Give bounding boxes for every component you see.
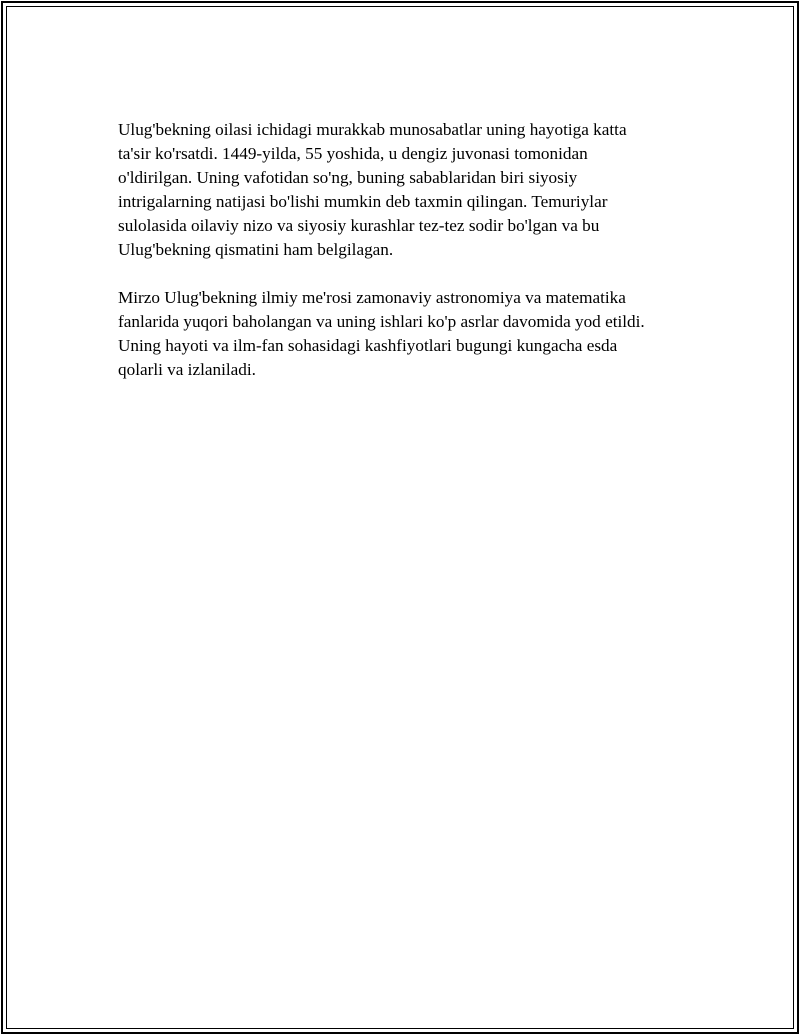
paragraph-1-line-4: intrigalarning natijasi bo'lishi mumkin deb taxmin qilingan. Temuriylar xyxy=(118,192,608,211)
paragraph-2-line-4: qolarli va izlaniladi. xyxy=(118,360,256,379)
paragraph-1-line-6: Ulug'bekning qismatini ham belgilagan. xyxy=(118,240,394,259)
paragraph-1-line-1: Ulug'bekning oilasi ichidagi murakkab munosabatlar uning hayotiga katta xyxy=(118,120,627,139)
paragraph-2 xyxy=(118,286,718,382)
paragraph-1-line-2: ta'sir ko'rsatdi. 1449-yilda, 55 yoshida, u dengiz juvonasi tomonidan xyxy=(118,144,588,163)
paragraph-2-line-1: Mirzo Ulug'bekning ilmiy me'rosi zamonaviy astronomiya va matematika xyxy=(118,288,626,307)
paragraph-2-line-2: fanlarida yuqori baholangan va uning ishlari ko'p asrlar davomida yod etildi. xyxy=(118,312,645,331)
paragraph-1-line-3: o'ldirilgan. Uning vafotidan so'ng, buning sabablaridan biri siyosiy xyxy=(118,168,578,187)
paragraph-1 xyxy=(118,118,718,262)
paragraph-2-line-3: Uning hayoti va ilm-fan sohasidagi kashfiyotlari bugungi kungacha esda xyxy=(118,336,618,355)
paragraph-1-line-5: sulolasida oilaviy nizo va siyosiy kurashlar tez-tez sodir bo'lgan va bu xyxy=(118,216,600,235)
document-body xyxy=(118,118,718,406)
